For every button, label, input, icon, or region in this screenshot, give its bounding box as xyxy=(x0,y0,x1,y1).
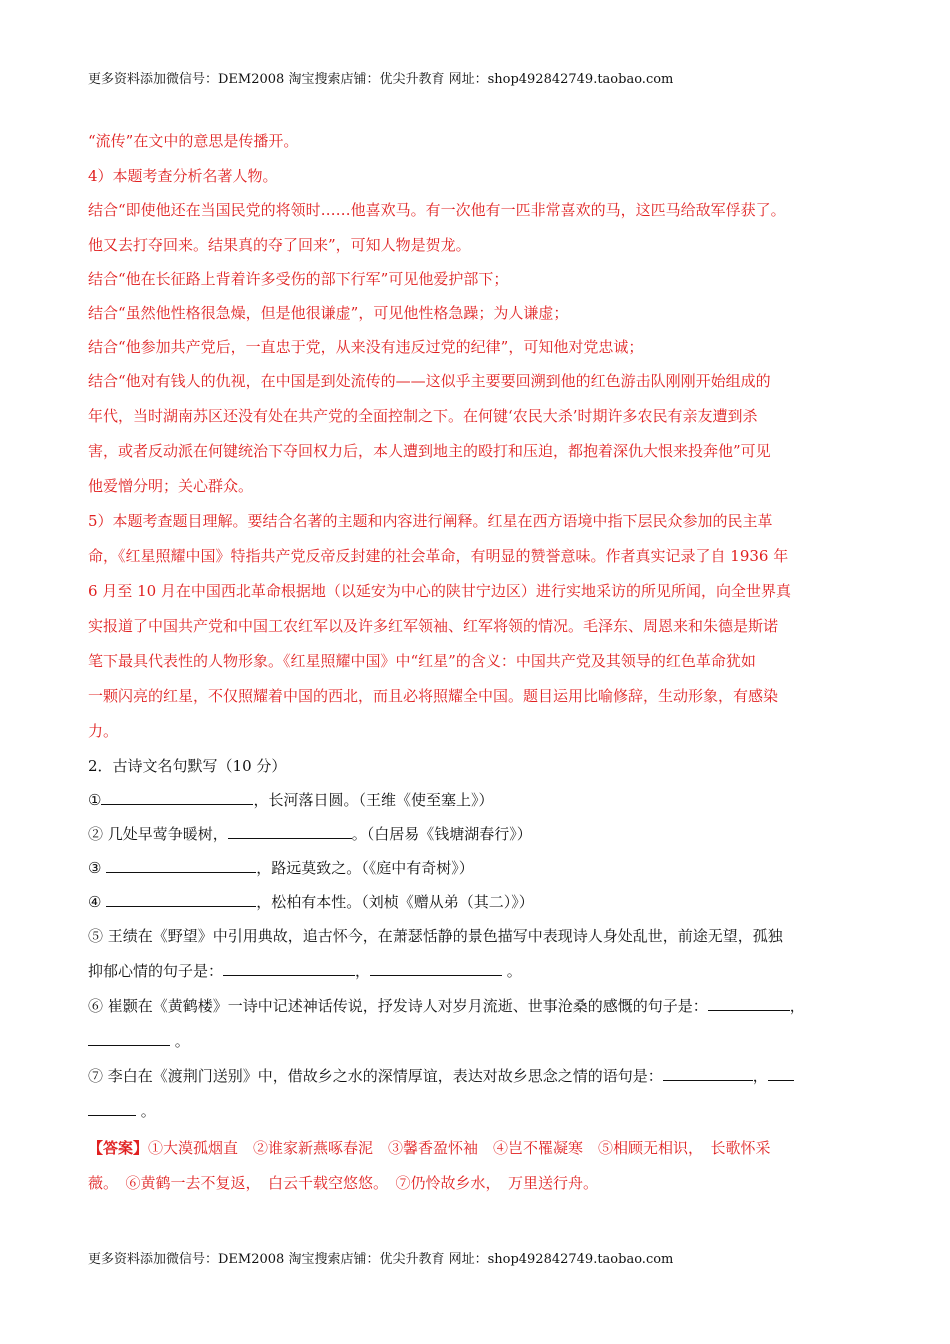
document-body xyxy=(88,124,868,1201)
answer-line: 【答案】①大漠孤烟直 ②谁家新燕啄春泥 ③馨香盈怀袖 ④岂不罹凝寒 ⑤相顾无相识， 长歌怀采 xyxy=(88,1139,771,1157)
analysis-line: 他爱憎分明；关心群众。 xyxy=(88,477,254,495)
answer-blank[interactable] xyxy=(101,790,253,805)
question-item-5: ⑤ 王绩在《野望》中引用典故，追古怀今，在萧瑟恬静的景色描写中表现诗人身处乱世，前途无望，孤独 xyxy=(88,927,783,945)
analysis-line: 结合“虽然他性格很急燥，但是他很谦虚”，可见他性格急躁；为人谦虚； xyxy=(88,304,569,322)
answer-line: 薇。 ⑥黄鹤一去不复返， 白云千载空悠悠。 ⑦仍怜故乡水， 万里送行舟。 xyxy=(88,1174,599,1192)
analysis-line: “流传”在文中的意思是传播开。 xyxy=(88,132,299,150)
question-item-6-cont: 。 xyxy=(88,1024,868,1059)
analysis-line: 结合“他参加共产党后，一直忠于党，从来没有违反过党的纪律”，可知他对党忠诚； xyxy=(88,338,644,356)
answer-blank[interactable] xyxy=(663,1066,753,1081)
answer-tag: 【答案】 xyxy=(88,1139,149,1157)
answer-blank[interactable] xyxy=(88,1101,136,1116)
answer-blank[interactable] xyxy=(768,1066,794,1081)
question-item-6: ⑥ 崔颢在《黄鹤楼》一诗中记述神话传说，抒发诗人对岁月流逝、世事沧桑的感慨的句子是： ， xyxy=(88,997,805,1015)
analysis-line: 力。 xyxy=(88,722,119,740)
answer-blank[interactable] xyxy=(223,961,355,976)
answer-blank[interactable] xyxy=(88,1031,170,1046)
answer-blank[interactable] xyxy=(370,961,502,976)
question-item-5-cont: 抑郁心情的句子是： ， 。 xyxy=(88,962,522,980)
answer-blank[interactable] xyxy=(228,824,352,839)
analysis-line: 命，《红星照耀中国》特指共产党反帝反封建的社会革命，有明显的赞誉意味。作者真实记录了自 1936 年 xyxy=(88,547,789,565)
analysis-line: 6 月至 10 月在中国西北革命根据地（以延安为中心的陕甘宁边区）进行实地采访的所见所闻，向全世界真 xyxy=(88,582,791,600)
analysis-line: 一颗闪亮的红星，不仅照耀着中国的西北，而且必将照耀全中国。题目运用比喻修辞，生动形象，有感染 xyxy=(88,687,779,705)
question-item-4: ④ ，松柏有本性。（刘桢《赠从弟（其二）》） xyxy=(88,893,534,911)
page-header: 更多资料添加微信号：DEM2008 淘宝搜索店铺：优尖升教育 网址：shop492842749.taobao.com xyxy=(88,72,674,87)
analysis-line: 他又去打夺回来。结果真的夺了回来”，可知人物是贺龙。 xyxy=(88,236,471,254)
answer-blank[interactable] xyxy=(708,996,790,1011)
question-item-2: ② 几处早莺争暖树， 。（白居易《钱塘湖春行》） xyxy=(88,825,532,843)
answer-blank[interactable] xyxy=(106,858,256,873)
question-item-7: ⑦ 李白在《渡荆门送别》中，借故乡之水的深情厚谊，表达对故乡思念之情的语句是： ， xyxy=(88,1059,868,1094)
analysis-line: 结合“他对有钱人的仇视，在中国是到处流传的——这似乎主要要回溯到他的红色游击队刚刚开始组成的 xyxy=(88,372,771,390)
analysis-line: 5）本题考查题目理解。要结合名著的主题和内容进行阐释。红星在西方语境中指下层民众参加的民主革 xyxy=(88,512,773,530)
analysis-line: 害，或者反动派在何键统治下夺回权力后，本人遭到地主的殴打和压迫，都抱着深仇大恨来投奔他”可见 xyxy=(88,442,771,460)
analysis-line: 笔下最具代表性的人物形象。《红星照耀中国》中“红星”的含义：中国共产党及其领导的红色革命犹如 xyxy=(88,652,756,670)
page-footer: 更多资料添加微信号：DEM2008 淘宝搜索店铺：优尖升教育 网址：shop492842749.taobao.com xyxy=(88,1252,674,1267)
answer-blank[interactable] xyxy=(106,892,256,907)
question-item-7-cont: 。 xyxy=(88,1094,868,1129)
analysis-line: 年代，当时湖南苏区还没有处在共产党的全面控制之下。在何键‘农民大杀’时期许多农民有亲友遭到杀 xyxy=(88,407,758,425)
question-item-1: ① ，长河落日圆。（王维《使至塞上》） xyxy=(88,791,494,809)
analysis-line: 结合“他在长征路上背着许多受伤的部下行军”可见他爱护部下； xyxy=(88,270,509,288)
analysis-line: 实报道了中国共产党和中国工农红军以及许多红军领袖、红军将领的情况。毛泽东、周恩来和朱德是斯诺 xyxy=(88,617,779,635)
analysis-line: 结合“即使他还在当国民党的将领时……他喜欢马。有一次他有一匹非常喜欢的马，这匹马给敌军俘获了。 xyxy=(88,201,786,219)
analysis-line: 4）本题考查分析名著人物。 xyxy=(88,167,278,185)
question-item-3: ③ ，路远莫致之。（《庭中有奇树》） xyxy=(88,859,474,877)
question-title: 2．古诗文名句默写（10 分） xyxy=(88,757,287,775)
